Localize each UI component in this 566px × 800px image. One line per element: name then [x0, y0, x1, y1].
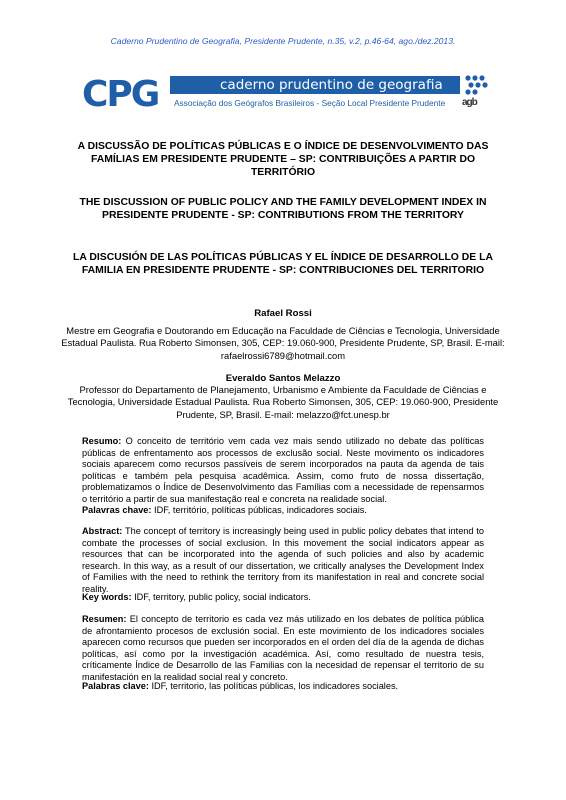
agb-logo: agb — [462, 97, 477, 108]
dots-logo-icon — [464, 74, 494, 98]
abstract-label: Resumen: — [82, 614, 127, 624]
keywords-label: Key words: — [82, 592, 132, 602]
journal-citation-header: Caderno Prudentino de Geografia, Presidente Prudente, n.35, v.2, p.46-64, ago./dez.2013. — [110, 36, 456, 46]
abstract-label: Abstract: — [82, 526, 123, 536]
keywords-text: IDF, territory, public policy, social indicators. — [131, 592, 311, 602]
abstract-label: Resumo: — [82, 436, 122, 446]
abstract-text: El concepto de territorio es cada vez más utilizado en los debates de política pública de afrontamiento procesos de exclusión social. En este movimiento de los indicadores sociales aparecen como recursos que pueden ser incorporados en el orden del día de la agenda de dichas políticas, así como por la investigación académica. Así, como resultado de nuestra tesis, críticamente Índice de Desarrollo de las Familias con la necesidad de repensar el territorio de su manifestación en la realidad social real y concreto. — [82, 614, 484, 682]
title-en: THE DISCUSSION OF PUBLIC POLICY AND THE FAMILY DEVELOPMENT INDEX IN PRESIDENTE PRUDENTE - SP: CONTRIBUTIONS FROM THE TERRITORY — [79, 197, 487, 222]
keywords-label: Palabras clave: — [82, 681, 149, 691]
abstract-text: The concept of territory is increasingly being used in public policy debates that intend to combate the processes of social exclusion. In this movement the social indicators appear as resources that can be incorporated into the agenda of such policies and also by academic research. In this way, as a result of our dissertation, we critically analyses the Development Index of Families with the need to rethink the territory from its manifestation in real and concrete social reality. — [82, 526, 484, 594]
journal-banner — [82, 70, 502, 122]
abstract-es — [82, 614, 484, 684]
title-pt: A DISCUSSÃO DE POLÍTICAS PÚBLICAS E O ÍNDICE DE DESENVOLVIMENTO DAS FAMÍLIAS EM PRESIDENTE PRUDENTE – SP: CONTRIBUIÇÕES A PARTIR DO TERRITÓRIO — [77, 141, 489, 179]
keywords-text: IDF, territorio, las políticas públicas, los indicadores sociales. — [148, 681, 399, 691]
keywords-label: Palavras chave: — [82, 505, 152, 515]
title-es: LA DISCUSIÓN DE LAS POLÍTICAS PÚBLICAS Y EL ÍNDICE DE DESARROLLO DE LA FAMILIA EN PRESIDENTE PRUDENTE - SP: CONTRIBUCIONES DEL TERRITORIO — [73, 252, 493, 277]
banner-title: caderno prudentino de geografia — [220, 77, 443, 93]
abstract-en — [82, 526, 484, 596]
abstract-pt — [82, 436, 484, 506]
author-name: Everaldo Santos Melazzo — [225, 373, 341, 384]
keywords-es — [82, 681, 484, 693]
keywords-pt — [82, 505, 484, 517]
banner-subtitle: Associação dos Geógrafos Brasileiros - Seção Local Presidente Prudente — [174, 98, 446, 108]
keywords-text: IDF, território, políticas públicas, indicadores sociais. — [151, 505, 367, 515]
author-name: Rafael Rossi — [254, 308, 312, 319]
author-affiliation: Mestre em Geografia e Doutorando em Educação na Faculdade de Ciências e Tecnologia, Universidade Estadual Paulista. Rua Roberto Simonsen, 305, CEP: 19.060-900, Presidente Prudente, SP, Brasil. E-mail: rafaelrossi6789@hotmail.com — [61, 325, 505, 361]
author-affiliation: Professor do Departamento de Planejamento, Urbanismo e Ambiente da Faculdade de Ciências e Tecnologia, Universidade Estadual Paulista. Rua Roberto Simonsen, 305, CEP: 19.060-900, Presidente Prudente, SP, Brasil. E-mail: melazzo@fct.unesp.br — [67, 384, 499, 420]
cpg-logo: CPG — [82, 74, 159, 115]
abstract-text: O conceito de território vem cada vez mais sendo utilizado no debate das políticas públicas de enfrentamento aos processos de exclusão social. Neste movimento os indicadores sociais aparecem como recursos passíveis de serem incorporados na pauta da agenda de tais políticas e também pela pesquisa acadêmica. Assim, como fruto de nossa dissertação, problematizamos o Índice de Desenvolvimento das Famílias com a necessidade de repensarmos o território a partir de sua manifestação real e concreta na realidade social. — [82, 436, 484, 504]
keywords-en — [82, 592, 484, 604]
